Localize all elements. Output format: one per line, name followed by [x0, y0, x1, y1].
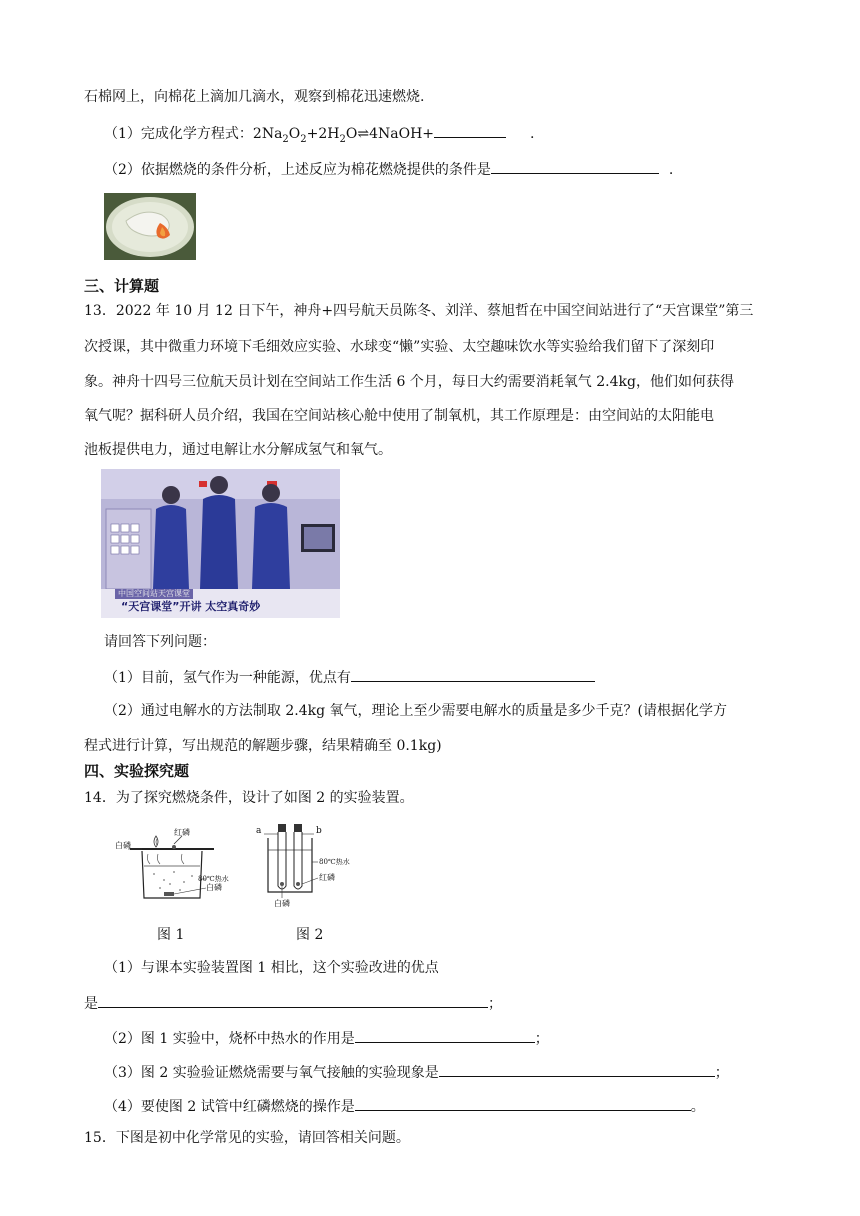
q14-part2-text: （2）图 1 实验中，烧杯中热水的作用是: [104, 1031, 355, 1047]
q13-ask: 请回答下列问题：: [104, 634, 216, 650]
q13-part1-blank[interactable]: [351, 665, 595, 682]
figure-2: [252, 820, 364, 916]
tiangong-classroom-photo: [101, 469, 340, 618]
q14-part2-end: ；: [534, 1031, 549, 1047]
figure-1-caption: 图 1: [157, 927, 185, 943]
q13-line1: 13．2022 年 10 月 12 日下午，神舟+四号航天员陈冬、刘洋、蔡旭哲在中国空间站进行了“天宫课堂”第三: [84, 303, 754, 319]
q14-part3-text: （3）图 2 实验验证燃烧需要与氧气接触的实验现象是: [104, 1065, 439, 1081]
q12-part1-o: O: [288, 126, 301, 142]
q14-part4-blank[interactable]: [355, 1094, 691, 1111]
figure-2-apparatus: [252, 820, 364, 916]
q13-line2: 次授课，其中微重力环境下毛细效应实验、水球变“懒”实验、太空趣味饮水等实验给我们留下了深刻印: [84, 339, 715, 355]
q14-part4-end: 。: [690, 1099, 705, 1115]
q14-part4-text: （4）要使图 2 试管中红磷燃烧的操作是: [104, 1099, 355, 1115]
q12-part2: [104, 157, 673, 181]
q14-part3-blank[interactable]: [439, 1060, 715, 1077]
q14-part2-blank[interactable]: [355, 1026, 535, 1043]
q14-part2: [104, 1026, 549, 1050]
figure-2-caption: 图 2: [296, 927, 324, 943]
photo-caption-small: 中国空间站天宫课堂: [115, 589, 193, 599]
figure-1-apparatus: [112, 822, 232, 906]
section-3-title: 三、计算题: [84, 277, 160, 295]
q12-part1-h: +2H: [306, 126, 340, 142]
q13-part2-line1: （2）通过电解水的方法制取 2.4kg 氧气，理论上至少需要电解水的质量是多少千克？(请根据化学方: [104, 703, 727, 719]
q14-part3-end: ；: [714, 1065, 729, 1081]
q14-part4: [104, 1094, 705, 1118]
q14-part1-prefix: 是: [84, 996, 98, 1012]
q12-continuation: 石棉网上，向棉花上滴加几滴水，观察到棉花迅速燃烧.: [84, 89, 425, 105]
fig2-label-red-p: 红磷: [319, 873, 335, 882]
q15-stem: 15．下图是初中化学常见的实验，请回答相关问题。: [84, 1130, 410, 1146]
q14-part1-end: ；: [488, 996, 502, 1012]
q12-part2-blank[interactable]: [491, 157, 659, 174]
q13-line3: 象。神舟十四号三位航天员计划在空间站工作生活 6 个月，每日大约需要消耗氧气 2.4kg，他们如何获得: [84, 374, 734, 390]
q12-part1-text: （1）完成化学方程式：2Na: [104, 126, 283, 142]
fig1-label-white-p2: 白磷: [206, 883, 222, 892]
q12-part1-end: .: [530, 126, 535, 142]
fig1-label-white-p: 白磷: [115, 841, 131, 850]
photo-caption: “天宫课堂”开讲 太空真奇妙: [121, 600, 261, 613]
q12-part1-blank[interactable]: [434, 121, 506, 138]
fig1-label-hot-water: 80℃热水: [198, 875, 229, 883]
q12-part1-rest: O⇌4NaOH+: [345, 126, 435, 142]
q13-line5: 池板提供电力，通过电解让水分解成氢气和氧气。: [84, 442, 392, 458]
fig2-label-white-p: 白磷: [274, 899, 290, 908]
q13-part2-line2: 程式进行计算，写出规范的解题步骤，结果精确至 0.1kg): [84, 738, 442, 754]
q12-part2-text: （2）依据燃烧的条件分析，上述反应为棉花燃烧提供的条件是: [104, 162, 491, 178]
q14-part1-line2: [84, 991, 502, 1015]
q13-part1-text: （1）目前，氢气作为一种能源，优点有: [104, 670, 351, 686]
cotton-burning-photo: [104, 193, 196, 260]
q13-part1: [104, 665, 595, 689]
figure-1: [112, 822, 232, 906]
fig1-label-red-p: 红磷: [174, 828, 190, 837]
q12-part2-end: .: [668, 162, 674, 178]
section-4-title: 四、实验探究题: [84, 762, 190, 780]
q14-part1-blank[interactable]: [98, 991, 488, 1008]
q14-part1-line1: （1）与课本实验装置图 1 相比，这个实验改进的优点: [104, 960, 439, 976]
fig2-label-b: b: [316, 826, 322, 836]
fig2-label-a: a: [256, 826, 262, 836]
fig2-label-hot-water: 80℃热水: [319, 858, 350, 866]
q14-stem: 14．为了探究燃烧条件，设计了如图 2 的实验装置。: [84, 790, 414, 806]
q14-part3: [104, 1060, 729, 1084]
q12-part1: （1）完成化学方程式：$2Na_2O_2+2H_2O\rightleftharpoons 4NaOH+$ .: [104, 121, 534, 151]
q13-line4: 氧气呢？据科研人员介绍，我国在空间站核心舱中使用了制氧机，其工作原理是：由空间站的太阳能电: [84, 408, 714, 424]
